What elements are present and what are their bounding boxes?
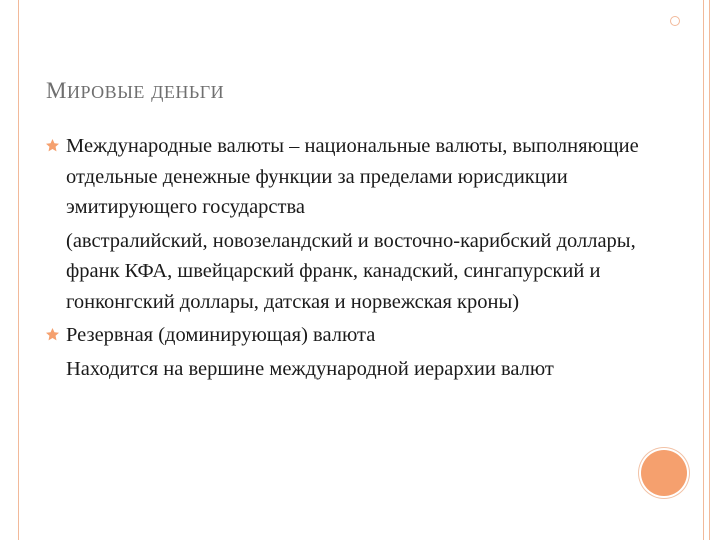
paragraph-reserve-description — [0, 354, 640, 385]
slide-title — [46, 78, 224, 104]
title-word-lead: Д — [151, 82, 164, 102]
slide-frame-right-outer-line — [709, 0, 710, 540]
star-bullet-icon — [46, 328, 59, 341]
paragraph-currency-examples — [0, 226, 640, 318]
slide-content — [0, 131, 640, 384]
title-word-rest: ЕНЬГИ — [163, 82, 225, 102]
decorative-small-circle — [670, 16, 680, 26]
paragraph-text: (австралийский, новозеландский и восточно-карибский доллары, франк КФА, швейцарский франк, канадский, сингапурский и гонконгский доллары, датская и норвежская кроны) — [66, 229, 636, 313]
paragraph-text: Находится на вершине международной иерархии валют — [66, 357, 554, 380]
bullet-text: Международные валюты – национальные валюты, выполняющие отдельные денежные функции за пределами юрисдикции эмитирующего государства — [66, 135, 639, 218]
bullet-item-reserve-currency — [0, 320, 640, 351]
star-bullet-icon — [46, 139, 59, 152]
title-word-lead: М — [46, 78, 67, 103]
bullet-item-international-currencies — [0, 131, 640, 223]
title-word-rest: ИРОВЫЕ — [66, 82, 145, 102]
decorative-orange-circle — [641, 450, 687, 496]
slide-frame-right-inner-line — [703, 0, 704, 540]
bullet-text: Резервная (доминирующая) валюта — [66, 324, 376, 346]
